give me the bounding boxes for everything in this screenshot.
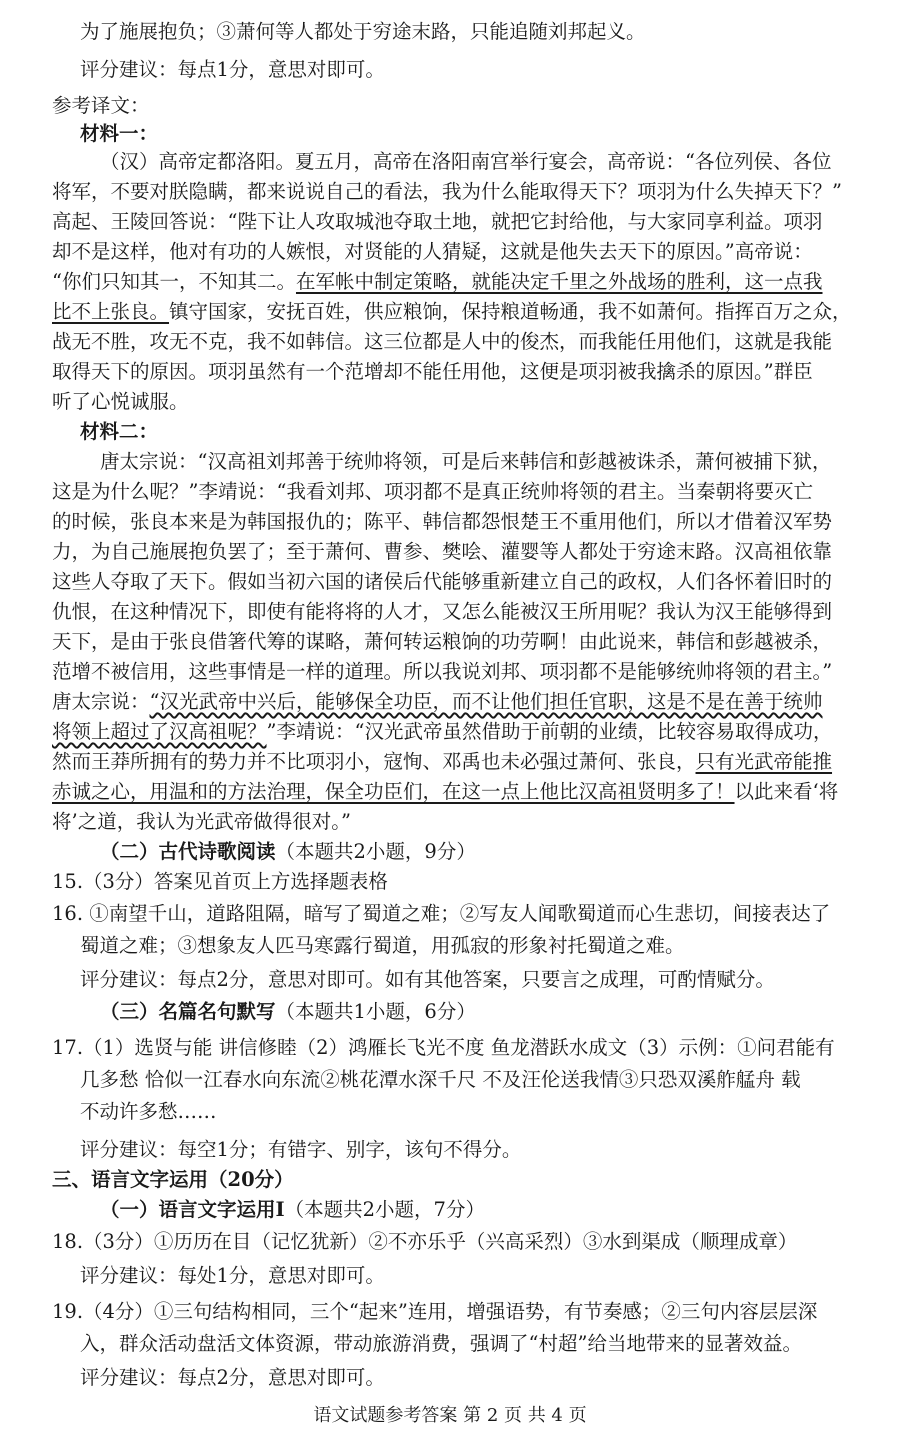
scoring-note: 评分建议：每处1分，意思对即可。	[80, 1264, 385, 1287]
text-span: 以此来看‘将	[734, 780, 839, 803]
wavy-underlined-text: 将领上超过了汉高祖呢？	[52, 720, 267, 743]
text-span: “你们只知其一，不知其二。	[52, 270, 296, 293]
underlined-text: 比不上张良。	[52, 300, 170, 323]
text-line: 蜀道之难；③想象友人匹马寒露行蜀道，用孤寂的形象衬托蜀道之难。	[80, 934, 685, 957]
text-line	[52, 718, 832, 746]
underlined-text: 只有光武帝能推	[695, 750, 833, 773]
section-note: （本题共2小题，9分）	[275, 840, 476, 863]
text-line	[52, 778, 838, 806]
text-line: 却不是这样，他对有功的人嫉恨，对贤能的人猜疑，这就是他失去天下的原因。”高帝说：	[52, 240, 813, 263]
text-span: ”李靖说：“汉光武帝虽然借助于前朝的业绩，比较容易取得成功，	[266, 720, 833, 743]
scoring-note: 评分建议：每点2分，意思对即可。	[80, 1366, 385, 1389]
text-line: 的时候，张良本来是为韩国报仇的；陈平、韩信都怨恨楚王不重用他们，所以才借着汉军势	[52, 510, 833, 533]
section-heading	[100, 838, 476, 866]
wavy-underlined-text: “汉光武帝中兴后，能够保全功臣，而不让他们担任官职，这是不是在善于统帅	[149, 690, 823, 713]
underlined-text: 在军帐中制定策略，就能决定千里之外战场的胜利，这一点我	[295, 270, 823, 293]
text-line: 将’之道，我认为光武帝做得很对。”	[52, 810, 351, 833]
question-19: 19.（4分）①三句结构相同，三个“起来”连用，增强语势，有节奏感；②三句内容层层深	[52, 1300, 818, 1323]
question-18: 18.（3分）①历历在目（记忆犹新）②不亦乐乎（兴高采烈）③水到渠成（顺理成章）	[52, 1230, 798, 1253]
section-note: （本题共1小题，6分）	[275, 1000, 476, 1023]
text-line: 听了心悦诚服。	[52, 390, 189, 413]
text-line: 入，群众活动盘活文体资源，带动旅游消费，强调了“村超”给当地带来的显著效益。	[80, 1332, 802, 1355]
text-line: 高起、王陵回答说：“陛下让人攻取城池夺取土地，就把它封给他，与大家同享利益。项羽	[52, 210, 823, 233]
scoring-note: 评分建议：每点1分，意思对即可。	[80, 58, 385, 81]
text-line: 将军，不要对朕隐瞒，都来说说自己的看法，我为什么能取得天下？项羽为什么失掉天下？”	[52, 180, 842, 203]
text-line: 为了施展抱负；③萧何等人都处于穷途末路，只能追随刘邦起义。	[80, 20, 646, 43]
text-line: 这些人夺取了天下。假如当初六国的诸侯后代能够重新建立自己的政权，人们各怀着旧时的	[52, 570, 833, 593]
section-title: （一）语言文字运用Ⅰ	[100, 1198, 285, 1221]
scoring-note: 评分建议：每空1分；有错字、别字，该句不得分。	[80, 1138, 522, 1161]
section-heading	[100, 1196, 485, 1224]
text-line: 天下，是由于张良借箸代筹的谋略，萧何转运粮饷的功劳啊！由此说来，韩信和彭越被杀，	[52, 630, 833, 653]
section-note: （本题共2小题，7分）	[284, 1198, 485, 1221]
material-one-title: 材料一：	[80, 122, 159, 145]
question-16: 16. ①南望千山，道路阻隔，暗写了蜀道之难；②写友人闻歌蜀道而心生悲切，间接表达了	[52, 902, 831, 925]
text-line: 唐太宗说：“汉高祖刘邦善于统帅将领，可是后来韩信和彭越被诛杀，萧何被捕下狱，	[100, 450, 832, 473]
scoring-note: 评分建议：每点2分，意思对即可。如有其他答案，只要言之成理，可酌情赋分。	[80, 968, 775, 991]
text-span: 镇守国家，安抚百姓，供应粮饷，保持粮道畅通，我不如萧何。指挥百万之众，	[169, 300, 852, 323]
text-line: 几多愁 恰似一江春水向东流②桃花潭水深千尺 不及汪伦送我情③只恐双溪舴艋舟 载	[80, 1068, 801, 1091]
section-title: （三）名篇名句默写	[100, 1000, 276, 1023]
part-three-title: 三、语言文字运用（20分）	[52, 1168, 294, 1191]
text-line	[52, 748, 832, 776]
question-17: 17.（1）选贤与能 讲信修睦（2）鸿雁长飞光不度 鱼龙潜跃水成文（3）示例：①问君能有	[52, 1036, 835, 1059]
text-span: 唐太宗说：	[52, 690, 150, 713]
section-heading	[100, 998, 476, 1026]
translation-heading: 参考译文：	[52, 94, 150, 117]
text-line: 不动许多愁……	[80, 1100, 217, 1123]
text-line: 范增不被信用，这些事情是一样的道理。所以我说刘邦、项羽都不是能够统帅将领的君主。”	[52, 660, 833, 683]
text-line: 这是为什么呢？”李靖说：“我看刘邦、项羽都不是真正统帅将领的君主。当秦朝将要灭亡	[52, 480, 813, 503]
text-line: 力，为自己施展抱负罢了；至于萧何、曹参、樊哙、灌婴等人都处于穷途末路。汉高祖依靠	[52, 540, 833, 563]
text-line	[52, 268, 823, 296]
text-line: （汉）高帝定都洛阳。夏五月，高帝在洛阳南宫举行宴会，高帝说：“各位列侯、各位	[100, 150, 832, 173]
text-line	[52, 688, 823, 716]
section-title: （二）古代诗歌阅读	[100, 840, 276, 863]
page-footer: 语文试题参考答案 第 2 页 共 4 页	[313, 1405, 587, 1426]
underlined-text: 赤诚之心，用温和的方法治理，保全功臣们，在这一点上他比汉高祖贤明多了！	[52, 780, 735, 803]
text-line: 取得天下的原因。项羽虽然有一个范增却不能任用他，这便是项羽被我擒杀的原因。”群臣	[52, 360, 813, 383]
text-line	[52, 298, 852, 326]
text-line: 战无不胜，攻无不克，我不如韩信。这三位都是人中的俊杰，而我能任用他们，这就是我能	[52, 330, 833, 353]
material-two-title: 材料二：	[80, 420, 159, 443]
text-line: 仇恨，在这种情况下，即使有能将将的人才，又怎么能被汉王所用呢？我认为汉王能够得到	[52, 600, 833, 623]
text-span: 然而王莽所拥有的势力并不比项羽小，寇恂、邓禹也未必强过萧何、张良，	[52, 750, 696, 773]
question-15: 15.（3分）答案见首页上方选择题表格	[52, 870, 388, 893]
